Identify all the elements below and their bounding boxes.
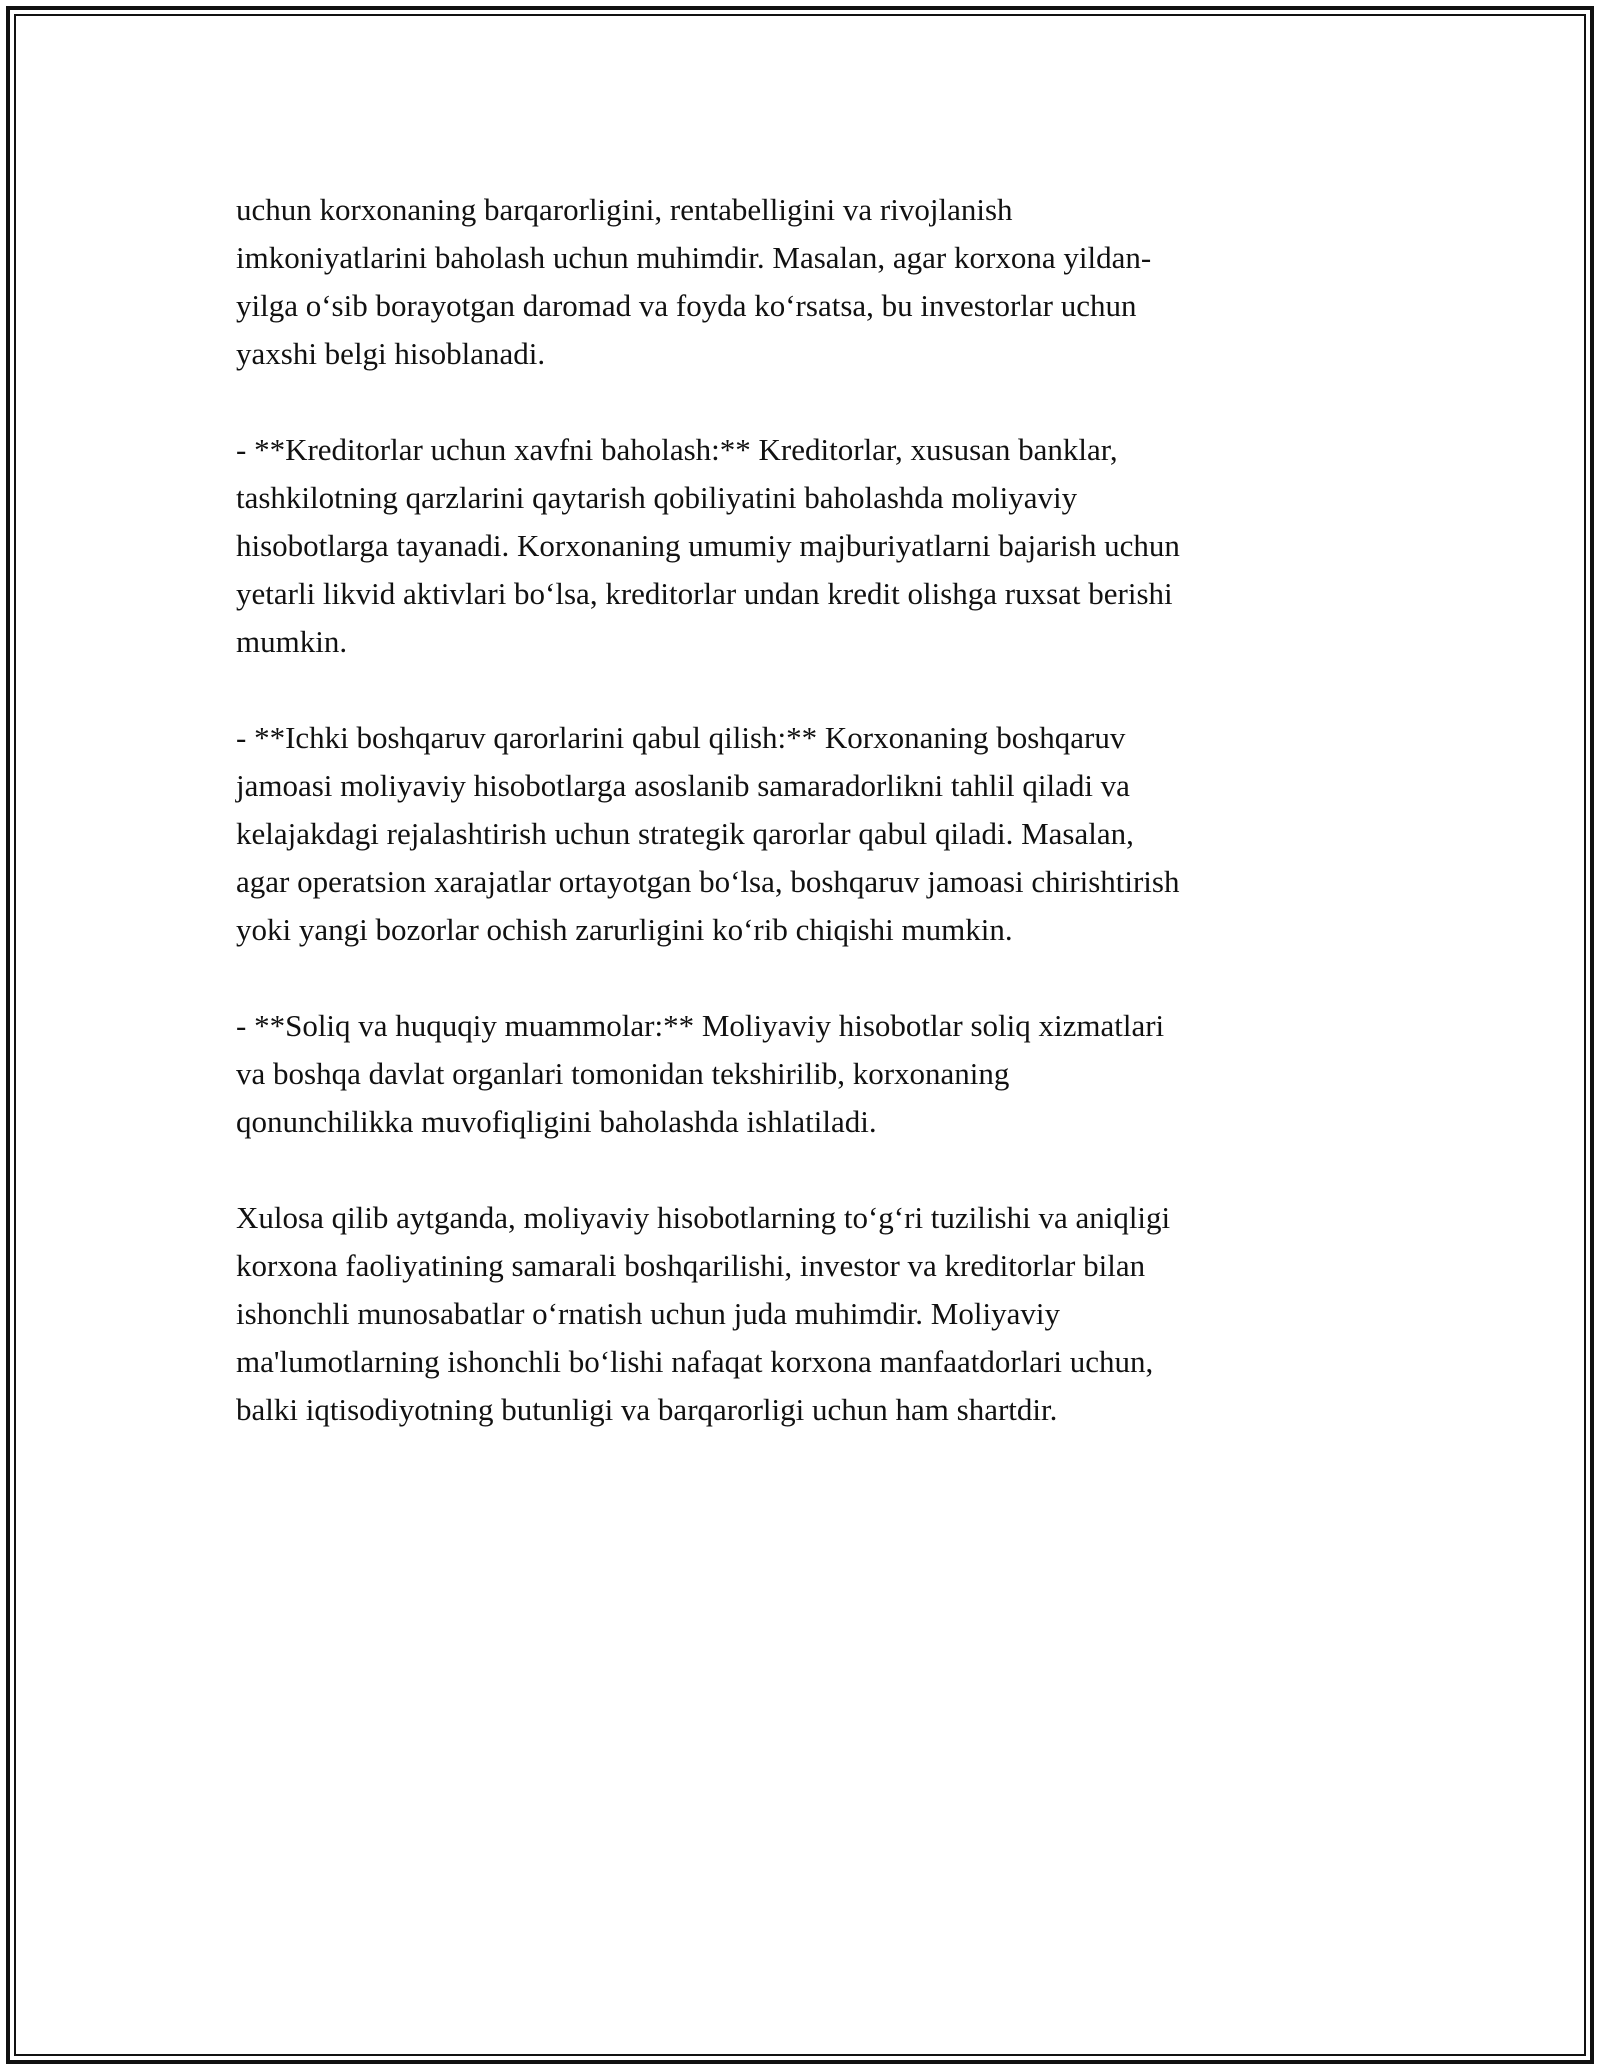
paragraph-tax-legal: - **Soliq va huquqiy muammolar:** Moliyaviy hisobotlar soliq xizmatlari va boshqa davlat organlari tomonidan tekshirilib, korxonaning qonunchilikka muvofiqligini baholashda ishlatiladi.: [236, 1008, 1165, 1139]
paragraph-creditor-risk: - **Kreditorlar uchun xavfni baholash:** Kreditorlar, xususan banklar, tashkilotning qarzlarini qaytarish qobiliyatini baholashda moliyaviy hisobotlarga tayanadi. Korxonaning umumiy majburiyatlarni bajarish uchun yetarli likvid aktivlari boʻlsa, kreditorlar undan kredit olishga ruxsat berishi mumkin.: [236, 432, 1180, 659]
paragraph-conclusion: Xulosa qilib aytganda, moliyaviy hisobotlarning toʻgʻri tuzilishi va aniqligi korxona faoliyatining samarali boshqarilishi, investor va kreditorlar bilan ishonchli munosabatlar oʻrnatish uchun juda muhimdir. Moliyaviy ma'lumotlarning ishonchli boʻlishi nafaqat korxona manfaatdorlari uchun, balki iqtisodiyotning butunligi va barqarorligi uchun ham shartdir.: [236, 1200, 1171, 1427]
paragraph-investor-continuation: uchun korxonaning barqarorligini, rentabelligini va rivojlanish imkoniyatlarini baholash uchun muhimdir. Masalan, agar korxona yildan- yilga oʻsib borayotgan daromad va foyda koʻrsatsa, bu investorlar uchun yaxshi belgi hisoblanadi.: [236, 192, 1152, 371]
paragraph-internal-management: - **Ichki boshqaruv qarorlarini qabul qilish:** Korxonaning boshqaruv jamoasi moliyaviy hisobotlarga asoslanib samaradorlikni tahlil qiladi va kelajakdagi rejalashtirish uchun strategik qarorlar qabul qiladi. Masalan, agar operatsion xarajatlar ortayotgan boʻlsa, boshqaruv jamoasi chirishtirish yoki yangi bozorlar ochish zarurligini koʻrib chiqishi mumkin.: [236, 720, 1180, 947]
document-body: [236, 186, 1386, 1434]
